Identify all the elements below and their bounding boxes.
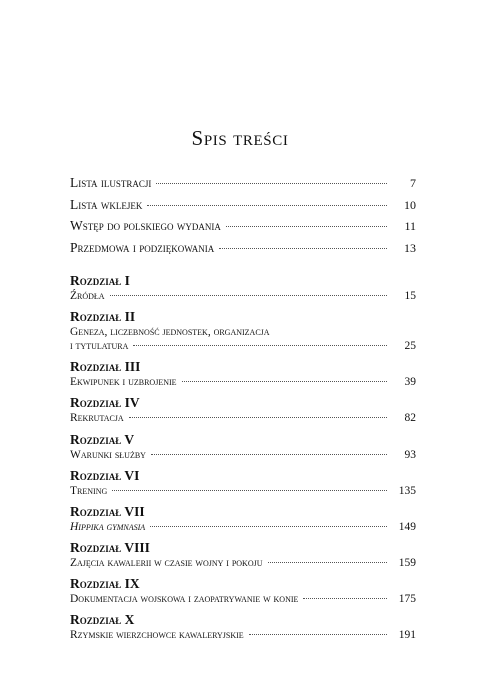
dot-leader — [249, 634, 387, 635]
chapter-heading: Rozdział X — [70, 612, 135, 628]
chapter-entry[interactable] — [70, 309, 416, 353]
chapter-heading: Rozdział IV — [70, 395, 140, 411]
dot-leader — [147, 205, 387, 206]
chapter-heading: Rozdział VIII — [70, 540, 150, 556]
toc-entry-label: Przedmowa i podziękowania — [70, 240, 215, 256]
chapter-entry[interactable] — [70, 540, 416, 570]
toc-entry-label: Lista wklejek — [70, 196, 143, 212]
chapter-title: Dokumentacja wojskowa i zaopatrywanie w konie — [70, 593, 299, 606]
toc-entry[interactable] — [70, 240, 416, 262]
dot-leader — [110, 295, 387, 296]
chapter-page: 149 — [398, 520, 416, 533]
chapter-entry[interactable] — [70, 273, 416, 303]
chapter-title-line — [70, 339, 416, 353]
chapter-page: 175 — [398, 593, 416, 606]
chapter-entry[interactable] — [70, 576, 416, 606]
dot-leader — [151, 454, 387, 455]
chapter-title-line — [70, 325, 416, 339]
dot-leader — [268, 562, 387, 563]
dot-leader — [133, 345, 387, 346]
chapter-entry[interactable] — [70, 395, 416, 425]
chapter-heading: Rozdział V — [70, 431, 135, 447]
chapter-entry[interactable] — [70, 612, 416, 642]
toc-entry-page: 7 — [410, 176, 416, 190]
dot-leader — [182, 381, 387, 382]
chapter-page: 39 — [404, 376, 416, 389]
chapter-heading: Rozdział VII — [70, 503, 145, 519]
chapter-page: 191 — [398, 629, 416, 642]
toc-entry-label: Wstęp do polskiego wydania — [70, 218, 221, 234]
dot-leader — [112, 490, 387, 491]
chapter-title: Źródła — [70, 289, 105, 302]
chapter-entry[interactable] — [70, 432, 416, 462]
chapter-title: i tytulatura — [70, 339, 129, 352]
chapter-title-line — [70, 556, 416, 570]
dot-leader — [219, 248, 387, 249]
chapter-title-line — [70, 484, 416, 498]
chapter-title: Zajęcia kawalerii w czasie wojny i pokoju — [70, 557, 263, 570]
chapter-heading: Rozdział VI — [70, 467, 140, 483]
toc-entry[interactable] — [70, 197, 416, 219]
chapter-heading: Rozdział IX — [70, 576, 140, 592]
chapter-title-line — [70, 628, 416, 642]
chapter-title: Rzymskie wierzchowce kawaleryjskie — [70, 629, 244, 642]
dot-leader — [156, 183, 387, 184]
chapter-title-line — [70, 592, 416, 606]
chapter-title: Warunki służby — [70, 448, 146, 461]
chapter-title: Geneza, liczebność jednostek, organizacja — [70, 325, 270, 338]
chapter-title: Ekwipunek i uzbrojenie — [70, 376, 177, 389]
chapter-title: Trening — [70, 484, 108, 497]
chapter-title: Hippika gymnasia — [70, 520, 146, 533]
chapter-entry[interactable] — [70, 359, 416, 389]
section-spacer — [70, 262, 416, 273]
page-title: Spis treści — [191, 126, 289, 151]
dot-leader — [150, 526, 387, 527]
chapter-entry[interactable] — [70, 468, 416, 498]
chapter-title: Rekrutacja — [70, 412, 124, 425]
dot-leader — [226, 226, 387, 227]
chapter-page: 93 — [404, 448, 416, 461]
dot-leader — [303, 598, 387, 599]
chapter-title-line — [70, 520, 416, 534]
chapter-page: 82 — [404, 412, 416, 425]
chapter-heading: Rozdział I — [70, 272, 130, 288]
toc-entry-page: 10 — [404, 197, 416, 212]
table-of-contents — [70, 175, 416, 649]
chapter-page: 159 — [398, 557, 416, 570]
toc-entry-label: Lista ilustracji — [70, 175, 152, 190]
chapter-page: 25 — [404, 339, 416, 352]
toc-entry-page: 11 — [404, 219, 416, 234]
chapter-title-line — [70, 411, 416, 425]
chapter-page: 135 — [398, 484, 416, 497]
dot-leader — [129, 417, 387, 418]
chapter-entry[interactable] — [70, 504, 416, 534]
chapter-heading: Rozdział III — [70, 359, 141, 375]
chapter-page: 15 — [404, 289, 416, 302]
chapter-title-line — [70, 448, 416, 462]
chapter-title-line — [70, 289, 416, 303]
chapter-title-line — [70, 375, 416, 389]
chapter-heading: Rozdział II — [70, 308, 136, 324]
toc-entry-page: 13 — [404, 241, 416, 256]
toc-entry[interactable] — [70, 175, 416, 197]
toc-entry[interactable] — [70, 218, 416, 240]
